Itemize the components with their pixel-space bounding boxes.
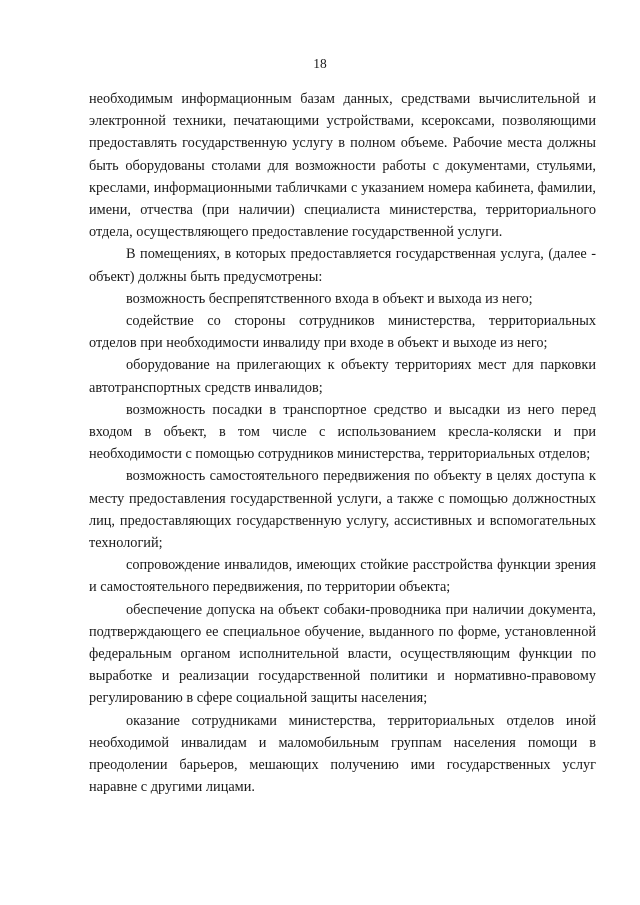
list-item-guide-dog: обеспечение допуска на объект собаки-проводника при наличии документа, подтверждающего ее специальное обучение, выданного по форме, установленной федеральным органом исполнительной власти, осуществляющим функции по выработке и реализации государственной политики и нормативно-правовому регулированию в сфере социальной защиты населения; bbox=[89, 601, 596, 707]
paragraph-premises-intro: В помещениях, в которых предоставляется государственная услуга, (далее - объект) должны быть предусмотрены: bbox=[89, 246, 596, 285]
list-item-vehicle-boarding: возможность посадки в транспортное средство и высадки из него перед входом в объект, в том числе с использованием кресла-коляски и при необходимости с помощью сотрудников министерства, территориальных отделов; bbox=[89, 401, 596, 463]
paragraph-workplaces: необходимым информационным базам данных, средствами вычислительной и электронной техники, печатающими устройствами, ксероксами, позволяющими предоставлять государственную услугу в полном объеме. Рабочие места должны быть оборудованы столами для возможности работы с документами, стульями, креслами, информационными табличками с указанием номера кабинета, фамилии, имени, отчества (при наличии) специалиста министерства, территориального отдела, осуществляющего предоставление государственной услуги. bbox=[89, 91, 596, 241]
list-item-staff-assistance: содействие со стороны сотрудников министерства, территориальных отделов при необходимости инвалиду при входе в объект и выходе из него; bbox=[89, 313, 596, 352]
list-item-free-access: возможность беспрепятственного входа в объект и выхода из него; bbox=[126, 290, 533, 307]
list-item-other-help: оказание сотрудниками министерства, территориальных отделов иной необходимой инвалидам и маломобильным группам населения помощи в преодолении барьеров, мешающих получению ими государственных услуг наравне с другими лицами. bbox=[89, 712, 596, 796]
list-item-escort: сопровождение инвалидов, имеющих стойкие расстройства функции зрения и самостоятельного передвижения, по территории объекта; bbox=[89, 557, 596, 596]
page-number: 18 bbox=[313, 56, 327, 71]
document-body bbox=[89, 88, 596, 799]
list-item-independent-movement: возможность самостоятельного передвижения по объекту в целях доступа к месту предоставления государственной услуги, а также с помощью должностных лиц, предоставляющих государственную услугу, ассистивных и вспомогательных технологий; bbox=[89, 468, 596, 552]
list-item-parking: оборудование на прилегающих к объекту территориях мест для парковки автотранспортных средств инвалидов; bbox=[89, 357, 596, 396]
